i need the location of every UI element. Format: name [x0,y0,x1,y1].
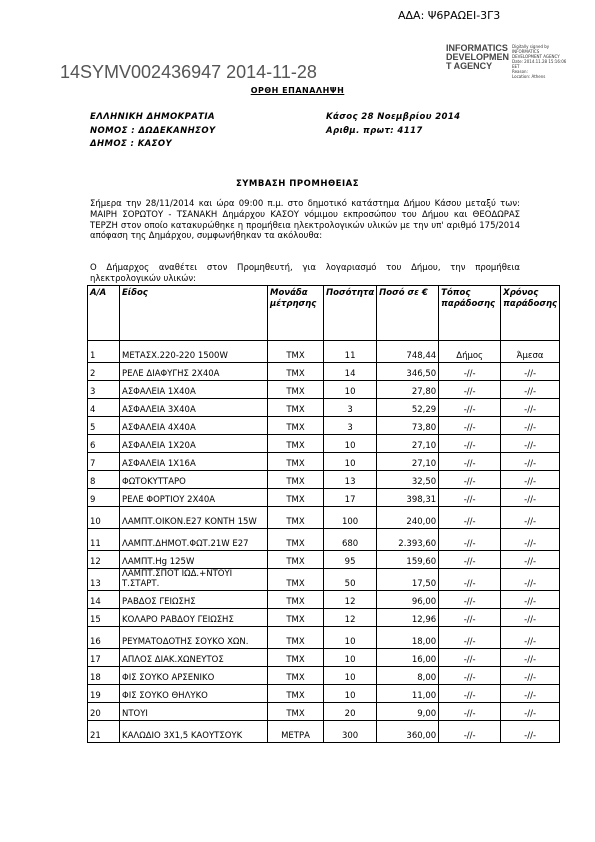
delivery-time: -//- [501,417,560,435]
delivery-place: -//- [439,569,501,591]
signature-detail-line: INFORMATICS [512,49,540,54]
quantity: 10 [324,649,377,667]
row-number: 19 [88,685,120,703]
amount: 360,00 [377,721,439,743]
table-row [88,649,560,667]
item-description: ΛΑΜΠΤ.ΔΗΜΟΤ.ΦΩΤ.21W Ε27 [120,529,268,551]
delivery-place: -//- [439,471,501,489]
amount: 27,10 [377,453,439,471]
unit: ΤΜΧ [268,363,324,381]
quantity: 20 [324,703,377,721]
item-description: ΛΑΜΠΤ.ΣΠΟΤ ΙΩΔ.+ΝΤΟΥΙ Τ.ΣΤΑΡΤ. [120,569,268,591]
unit: ΤΜΧ [268,667,324,685]
quantity: 10 [324,627,377,649]
delivery-time: -//- [501,649,560,667]
table-header-row [88,286,560,341]
quantity: 11 [324,341,377,363]
table-row [88,667,560,685]
unit: ΤΜΧ [268,551,324,569]
header-date: Κάσος 28 Νοεμβρίου 2014 [326,112,461,122]
items-table [87,285,560,743]
header-delivery-place: Τόπος παράδοσης [439,286,501,341]
quantity: 10 [324,685,377,703]
quantity: 10 [324,453,377,471]
delivery-place: -//- [439,721,501,743]
delivery-place: -//- [439,453,501,471]
quantity: 95 [324,551,377,569]
amount: 159,60 [377,551,439,569]
item-description: ΡΕΛΕ ΔΙΑΦΥΓΗΣ 2Χ40Α [120,363,268,381]
amount: 12,96 [377,609,439,627]
quantity: 10 [324,381,377,399]
amount: 240,00 [377,507,439,529]
table-row [88,471,560,489]
delivery-place: -//- [439,529,501,551]
quantity: 12 [324,609,377,627]
delivery-time: Άμεσα [501,341,560,363]
amount: 27,80 [377,381,439,399]
table-row [88,609,560,627]
table-row [88,507,560,529]
table-row [88,529,560,551]
delivery-time: -//- [501,569,560,591]
item-description: ΑΣΦΑΛΕΙΑ 4Χ40Α [120,417,268,435]
row-number: 3 [88,381,120,399]
quantity: 300 [324,721,377,743]
signature-detail-line: Date: 2014.11.28 15:16:06 [512,59,567,64]
amount: 32,50 [377,471,439,489]
item-description: ΡΕΛΕ ΦΟΡΤΙΟΥ 2Χ40Α [120,489,268,507]
delivery-time: -//- [501,721,560,743]
delivery-time: -//- [501,435,560,453]
row-number: 4 [88,399,120,417]
quantity: 13 [324,471,377,489]
signature-name-line: DEVELOPMEN [446,52,510,62]
delivery-place: -//- [439,417,501,435]
row-number: 5 [88,417,120,435]
amount: 398,31 [377,489,439,507]
item-description: ΦΩΤΟΚΥΤΤΑΡΟ [120,471,268,489]
signature-detail-line: DEVELOPMENT AGENCY [512,54,560,59]
item-description: ΑΠΛΟΣ ΔΙΑΚ.ΧΩΝΕΥΤΟΣ [120,649,268,667]
unit: ΤΜΧ [268,685,324,703]
delivery-time: -//- [501,381,560,399]
delivery-time: -//- [501,399,560,417]
signature-name-line: INFORMATICS [446,43,508,53]
delivery-time: -//- [501,489,560,507]
unit: ΤΜΧ [268,649,324,667]
header-unit: Μονάδα μέτρησης [268,286,324,341]
row-number: 9 [88,489,120,507]
unit: ΤΜΧ [268,569,324,591]
unit: ΤΜΧ [268,471,324,489]
row-number: 17 [88,649,120,667]
delivery-place: -//- [439,667,501,685]
delivery-time: -//- [501,453,560,471]
item-description: ΚΑΛΩΔΙΟ 3Χ1,5 ΚΑΟΥΤΣΟΥΚ [120,721,268,743]
delivery-place: -//- [439,609,501,627]
quantity: 10 [324,435,377,453]
item-description: ΦΙΣ ΣΟΥΚΟ ΘΗΛΥΚΟ [120,685,268,703]
header-delivery-time: Χρόνος παράδοσης [501,286,560,341]
header-amount: Ποσό σε € [377,286,439,341]
amount: 346,50 [377,363,439,381]
document-reference: 14SYMV002436947 2014-11-28 [60,62,317,82]
delivery-place: -//- [439,399,501,417]
table-row [88,363,560,381]
delivery-place: -//- [439,363,501,381]
delivery-time: -//- [501,591,560,609]
quantity: 100 [324,507,377,529]
amount: 748,44 [377,341,439,363]
unit: ΤΜΧ [268,381,324,399]
delivery-time: -//- [501,551,560,569]
table-row [88,627,560,649]
row-number: 20 [88,703,120,721]
contract-title: ΣΥΜΒΑΣΗ ΠΡΟΜΗΘΕΙΑΣ [235,179,360,189]
delivery-place: -//- [439,435,501,453]
row-number: 18 [88,667,120,685]
table-row [88,399,560,417]
delivery-place: -//- [439,507,501,529]
delivery-time: -//- [501,529,560,551]
unit: ΜΕΤΡΑ [268,721,324,743]
row-number: 13 [88,569,120,591]
row-number: 21 [88,721,120,743]
item-description: ΑΣΦΑΛΕΙΑ 1Χ20Α [120,435,268,453]
row-number: 1 [88,341,120,363]
amount: 9,00 [377,703,439,721]
table-row [88,551,560,569]
table-row [88,341,560,363]
quantity: 50 [324,569,377,591]
header-republic: ΕΛΛΗΝΙΚΗ ΔΗΜΟΚΡΑΤΙΑ [90,112,215,122]
delivery-time: -//- [501,627,560,649]
amount: 11,00 [377,685,439,703]
signature-name-line: T AGENCY [446,61,493,71]
amount: 17,50 [377,569,439,591]
amount: 73,80 [377,417,439,435]
item-description: ΑΣΦΑΛΕΙΑ 1Χ40Α [120,381,268,399]
row-number: 12 [88,551,120,569]
delivery-place: -//- [439,381,501,399]
amount: 18,00 [377,627,439,649]
correction-heading: ΟΡΘΗ ΕΠΑΝΑΛΗΨΗ [250,86,345,95]
signature-details [512,44,572,79]
item-description: ΝΤΟΥΙ [120,703,268,721]
delivery-time: -//- [501,667,560,685]
unit: ΤΜΧ [268,435,324,453]
delivery-time: -//- [501,703,560,721]
unit: ΤΜΧ [268,453,324,471]
contract-assignment-paragraph: Ο Δήμαρχος αναθέτει στον Προμηθευτή, για λογαριασμό του Δήμου, την προμήθεια ηλεκτρολογικών υλικών: [90,263,520,284]
unit: ΤΜΧ [268,399,324,417]
table-row [88,489,560,507]
row-number: 15 [88,609,120,627]
signature-detail-line: EET [512,64,520,69]
unit: ΤΜΧ [268,341,324,363]
delivery-time: -//- [501,363,560,381]
amount: 52,29 [377,399,439,417]
item-description: ΛΑΜΠΤ.ΟΙΚΟΝ.Ε27 ΚΟΝΤΗ 15W [120,507,268,529]
row-number: 2 [88,363,120,381]
amount: 16,00 [377,649,439,667]
quantity: 3 [324,417,377,435]
table-row [88,703,560,721]
quantity: 12 [324,591,377,609]
item-description: ΑΣΦΑΛΕΙΑ 3Χ40Α [120,399,268,417]
delivery-time: -//- [501,685,560,703]
unit: ΤΜΧ [268,703,324,721]
item-description: ΡΕΥΜΑΤΟΔΟΤΗΣ ΣΟΥΚΟ ΧΩΝ. [120,627,268,649]
quantity: 3 [324,399,377,417]
delivery-time: -//- [501,471,560,489]
ada-code: ΑΔΑ: Ψ6ΡΑΩΕΙ-3Γ3 [398,9,501,22]
header-prefecture: ΝΟΜΟΣ : ΔΩΔΕΚΑΝΗΣΟΥ [90,126,216,136]
row-number: 16 [88,627,120,649]
delivery-place: -//- [439,551,501,569]
delivery-place: -//- [439,627,501,649]
header-municipality: ΔΗΜΟΣ : ΚΑΣΟΥ [90,139,173,149]
unit: ΤΜΧ [268,529,324,551]
table-row [88,569,560,591]
delivery-place: Δήμος [439,341,501,363]
delivery-place: -//- [439,489,501,507]
unit: ΤΜΧ [268,591,324,609]
item-description: ΚΟΛΑΡΟ ΡΑΒΔΟΥ ΓΕΙΩΣΗΣ [120,609,268,627]
item-description: ΛΑΜΠΤ.Hg 125W [120,551,268,569]
unit: ΤΜΧ [268,609,324,627]
item-description: ΡΑΒΔΟΣ ΓΕΙΩΣΗΣ [120,591,268,609]
unit: ΤΜΧ [268,489,324,507]
table-row [88,453,560,471]
row-number: 6 [88,435,120,453]
delivery-place: -//- [439,703,501,721]
contract-intro-paragraph: Σήμερα την 28/11/2014 και ώρα 09:00 π.μ. στο δημοτικό κατάστημα Δήμου Κάσου μεταξύ των: ΜΑΙΡΗ ΣΟΡΩΤΟΥ - ΤΣΑΝΑΚΗ Δημάρχου ΚΑΣΟΥ νόμιμου εκπροσώπου του Δήμου και ΘΕΟΔΩΡΑΣ ΤΕΡΖΗ στον οποίο κατακυρώθηκε η προμήθεια ηλεκτρολογικών υλικών με την υπ' αριθμό 175/2014 απόφαση της Δημάρχου, συμφωνήθηκαν τα ακόλουθα: [90,199,520,242]
row-number: 14 [88,591,120,609]
delivery-place: -//- [439,685,501,703]
table-row [88,435,560,453]
table-row [88,417,560,435]
quantity: 14 [324,363,377,381]
signature-detail-line: Digitally signed by [512,44,550,49]
unit: ΤΜΧ [268,417,324,435]
delivery-time: -//- [501,609,560,627]
header-protocol-number: Αριθμ. πρωτ: 4117 [326,126,423,136]
delivery-place: -//- [439,591,501,609]
row-number: 11 [88,529,120,551]
table-row [88,721,560,743]
amount: 96,00 [377,591,439,609]
item-description: ΦΙΣ ΣΟΥΚΟ ΑΡΣΕΝΙΚΟ [120,667,268,685]
row-number: 10 [88,507,120,529]
unit: ΤΜΧ [268,627,324,649]
row-number: 7 [88,453,120,471]
quantity: 17 [324,489,377,507]
digital-signature [446,43,567,79]
quantity: 680 [324,529,377,551]
table-row [88,381,560,399]
header-quantity: Ποσότητα [324,286,377,341]
unit: ΤΜΧ [268,507,324,529]
amount: 2.393,60 [377,529,439,551]
signature-detail-line: Location: Athens [512,74,546,79]
header-item: Είδος [120,286,268,341]
quantity: 10 [324,667,377,685]
amount: 8,00 [377,667,439,685]
table-row [88,591,560,609]
delivery-place: -//- [439,649,501,667]
amount: 27,10 [377,435,439,453]
signature-detail-line: Reason: [512,69,528,74]
delivery-time: -//- [501,507,560,529]
table-row [88,685,560,703]
signature-name [446,44,509,71]
header-aa: Α/Α [88,286,120,341]
item-description: ΑΣΦΑΛΕΙΑ 1Χ16Α [120,453,268,471]
row-number: 8 [88,471,120,489]
item-description: ΜΕΤΑΣΧ.220-220 1500W [120,341,268,363]
